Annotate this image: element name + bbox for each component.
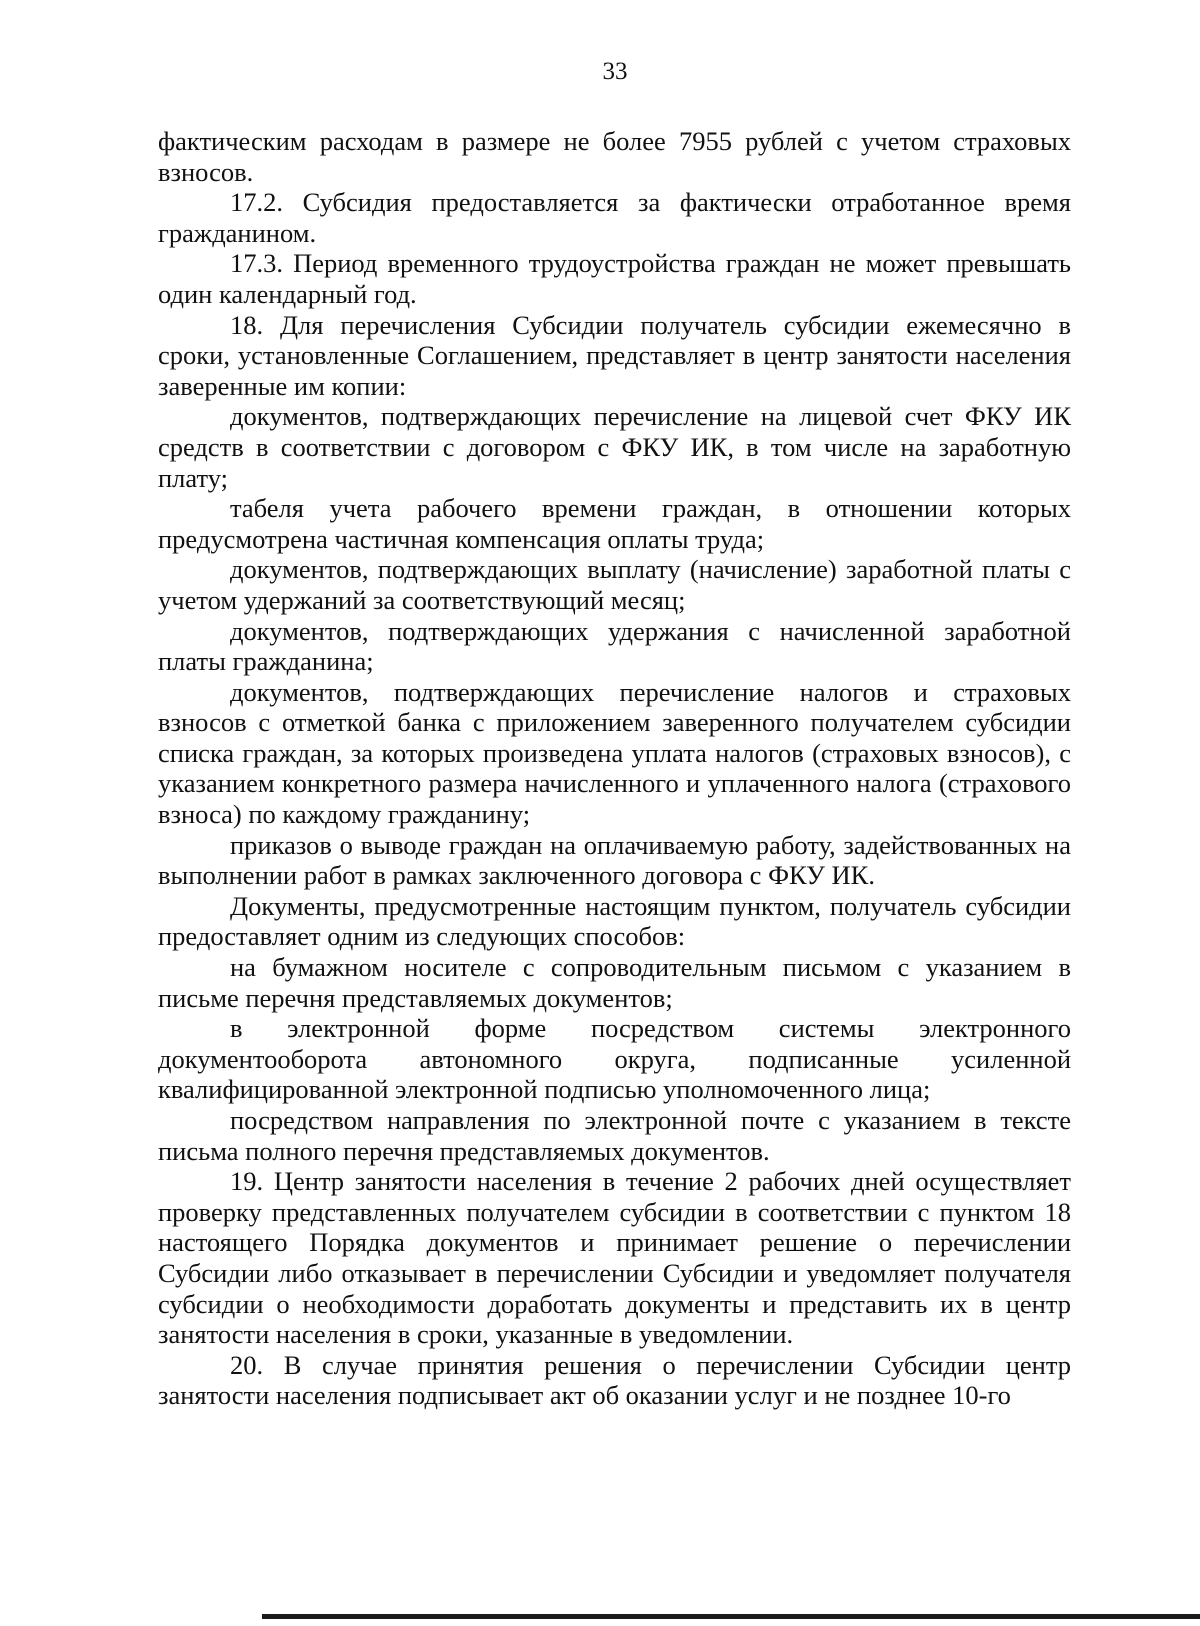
paragraph: 19. Центр занятости населения в течение 2 рабочих дней осуществляет проверку представленных получателем субсидии в соответствии с пунктом 18 настоящего Порядка документов и принимает решение о перечислении Субсидии либо отказывает в перечислении Субсидии и уведомляет получателя субсидии о необходимости доработать документы и представить их в центр занятости населения в сроки, указанные в уведомлении.: [158, 1166, 1071, 1350]
paragraph: табеля учета рабочего времени граждан, в отношении которых предусмотрена частичная компенсация оплаты труда;: [158, 493, 1071, 554]
paragraph: 17.3. Период временного трудоустройства граждан не может превышать один календарный год.: [158, 248, 1071, 309]
paragraph: документов, подтверждающих перечисление на лицевой счет ФКУ ИК средств в соответствии с договором с ФКУ ИК, в том числе на заработную плату;: [158, 401, 1071, 493]
paragraph: Документы, предусмотренные настоящим пунктом, получатель субсидии предоставляет одним из следующих способов:: [158, 890, 1071, 952]
page-number: 33: [602, 58, 628, 85]
paragraph: 17.2. Субсидия предоставляется за фактически отработанное время гражданином.: [158, 187, 1071, 248]
paragraph: 20. В случае принятия решения о перечислении Субсидии центр занятости населения подписывает акт об оказании услуг и не позднее 10-го: [158, 1349, 1071, 1411]
paragraph: 18. Для перечисления Субсидии получатель субсидии ежемесячно в сроки, установленные Соглашением, представляет в центр занятости населения заверенные им копии:: [158, 309, 1071, 401]
paragraph: приказов о выводе граждан на оплачиваемую работу, задействованных на выполнении работ в рамках заключенного договора с ФКУ ИК.: [158, 829, 1071, 891]
paragraph: документов, подтверждающих выплату (начисление) заработной платы с учетом удержаний за соответствующий месяц;: [158, 554, 1071, 615]
paragraph: на бумажном носителе с сопроводительным письмом с указанием в письме перечня представляемых документов;: [158, 952, 1071, 1013]
paragraph: документов, подтверждающих перечисление налогов и страховых взносов с отметкой банка с приложением заверенного получателем субсидии списка граждан, за которых произведена уплата налогов (страховых взносов), с указанием конкретного размера начисленного и уплаченного налога (страхового взноса) по каждому гражданину;: [158, 676, 1071, 830]
paragraph: документов, подтверждающих удержания с начисленной заработной платы гражданина;: [158, 615, 1071, 677]
bottom-scan-edge: [262, 1614, 1200, 1619]
document-body: [158, 126, 1071, 1411]
paragraph: фактическим расходам в размере не более 7955 рублей с учетом страховых взносов.: [158, 126, 1071, 187]
paragraph: посредством направления по электронной почте с указанием в тексте письма полного перечня представляемых документов.: [158, 1105, 1071, 1166]
paragraph: в электронной форме посредством системы электронного документооборота автономного округа, подписанные усиленной квалифицированной электронной подписью уполномоченного лица;: [158, 1013, 1071, 1105]
